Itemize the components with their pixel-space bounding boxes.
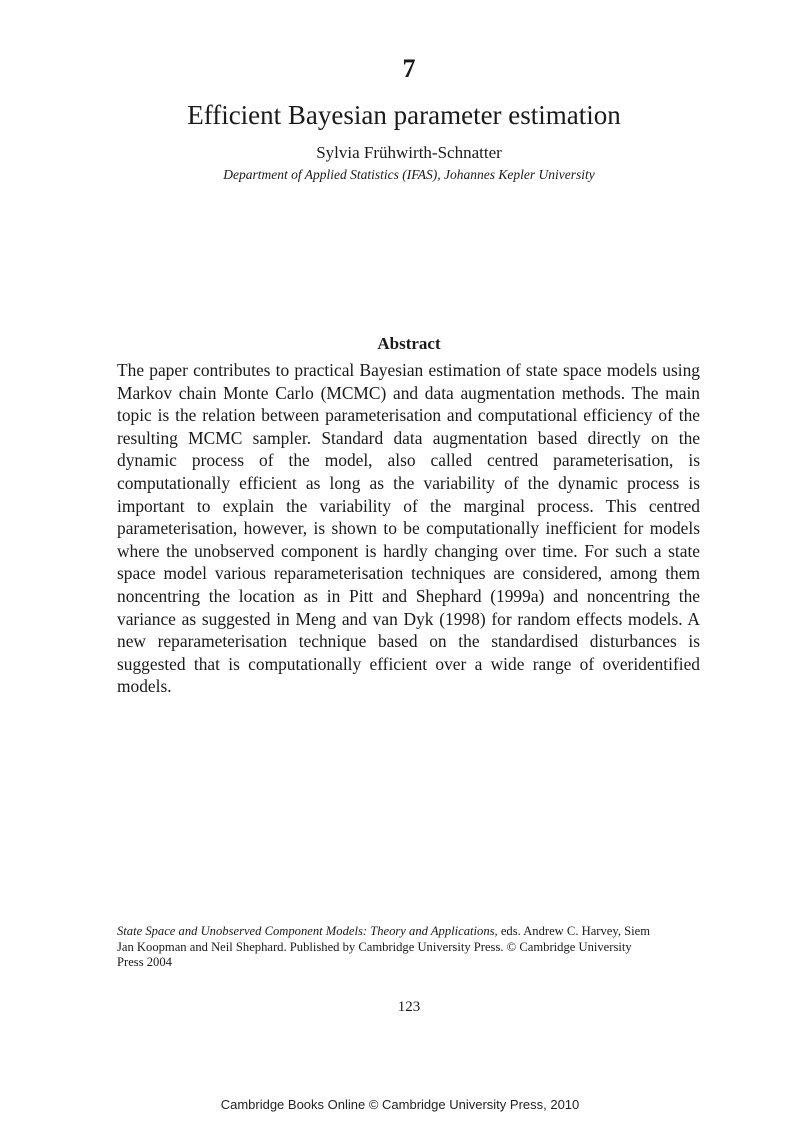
- copyright-watermark: Cambridge Books Online © Cambridge University Press, 2010: [220, 1097, 580, 1112]
- chapter-title: Efficient Bayesian parameter estimation: [187, 100, 621, 130]
- footnote-details: eds. Andrew C. Harvey, Siem Jan Koopman and Neil Shephard. Published by Cambridge University Press. © Cambridge University Press 2004: [117, 924, 651, 969]
- abstract-heading: Abstract: [377, 334, 441, 353]
- page-number: 123: [397, 999, 421, 1015]
- author-name: Sylvia Frühwirth-Schnatter: [316, 143, 502, 162]
- author-affiliation: Department of Applied Statistics (IFAS), Johannes Kepler University: [223, 167, 595, 182]
- chapter-number: 7: [402, 54, 416, 83]
- publication-footnote: [117, 924, 657, 971]
- abstract-text: The paper contributes to practical Bayesian estimation of state space models using Markov chain Monte Carlo (MCMC) and data augmentation methods. The main topic is the relation between parameterisation and computational efficiency of the resulting MCMC sampler. Standard data augmentation based directly on the dynamic process of the model, also called centred parameterisation, is computationally efficient as long as the variability of the dynamic process is important to explain the variability of the marginal process. This centred parameterisation, however, is shown to be computationally inefficient for models where the unobserved component is hardly changing over time. For such a state space model various reparameterisation techniques are considered, among them noncentring the location as in Pitt and Shephard (1999a) and noncentring the variance as suggested in Meng and van Dyk (1998) for random effects models. A new reparameterisation technique based on the standardised disturbances is suggested that is computationally efficient over a wide range of overidentified models.: [117, 360, 700, 697]
- footnote-book-title: State Space and Unobserved Component Models: Theory and Applications,: [117, 924, 498, 938]
